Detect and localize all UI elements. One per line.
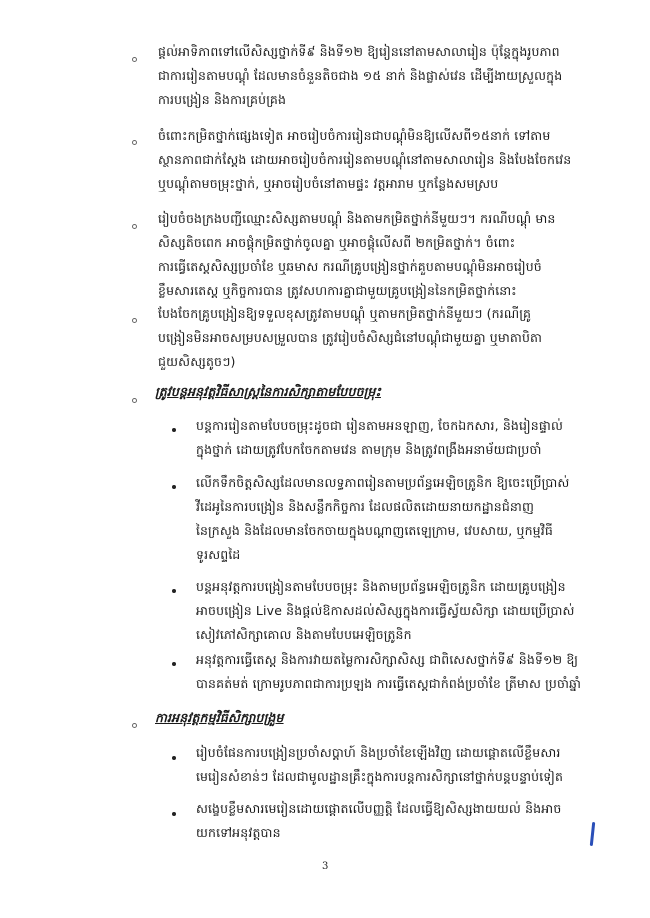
text-line: ក្នុងថ្នាក់ ដោយត្រូវបែកចែកតាមវេន តាមក្រុម និងត្រូវពង្រឹងអនាម័យជាប្រចាំ xyxy=(196,442,542,457)
text-line: ផ្តល់អាទិភាពទៅលើសិស្សថ្នាក់ទី៩ និងទី១២ ឱ្យរៀននៅតាមសាលារៀន ប៉ុន្តែក្នុងរូបភាព xyxy=(158,44,560,59)
bullet-icon xyxy=(172,589,176,593)
text-line: នៃក្រសួង និងដែលមានចែកចាយក្នុងបណ្តាញតេឡេក្រាម, វេបសាយ, ឬកម្មវិធី xyxy=(196,523,553,538)
text-line: ស្ថានភាពជាក់ស្តែង ដោយអាចរៀបចំការរៀនតាមបណ្តុំនៅតាមសាលារៀន និងបែងចែកវេន xyxy=(158,152,572,167)
text-line: ឬបណ្តុំតាមចម្រុះថ្នាក់, ឬអាចរៀបចំនៅតាមផ្ទះ វត្តអារាម ឬកន្លែងសមស្រប xyxy=(158,176,499,191)
circle-bullet-icon xyxy=(132,318,137,323)
circle-bullet-icon xyxy=(132,57,137,62)
heading-text: ត្រូវបន្តអនុវត្តវិធីសាស្ត្រនៃការសិក្សាតាមបែបចម្រុះ xyxy=(155,384,381,399)
page-number: 3 xyxy=(322,861,329,872)
bullet-icon xyxy=(172,428,176,432)
text-line: អនុវត្តការធ្វើតេស្ត និងការវាយតម្លៃការសិក្សាសិស្ស ជាពិសេសថ្នាក់ទី៩ និងទី១២ ឱ្យ xyxy=(196,652,579,667)
text-line: វីដេអូនៃការបង្រៀន និងសន្លឹកកិច្ចការ ដែលផលិតដោយនាយកដ្ឋានជំនាញ xyxy=(196,499,535,514)
heading-text: ការអនុវត្តកម្មវិធីសិក្សាបង្រួម xyxy=(155,710,284,725)
text-line: មេរៀនសំខាន់ៗ ដែលជាមូលដ្ឋានគ្រឹះក្នុងការបន្តការសិក្សានៅថ្នាក់បន្តបន្ទាប់ទៀត xyxy=(196,769,564,784)
text-line: បន្តអនុវត្តការបង្រៀនតាមបែបចម្រុះ និងតាមប្រព័ន្ធអេឡិចត្រូនិក ដោយគ្រូបង្រៀន xyxy=(196,579,566,594)
circle-bullet-icon xyxy=(132,723,137,728)
text-line: បែងចែកគ្រូបង្រៀនឱ្យទទួលខុសត្រូវតាមបណ្តុំ ឬតាមកម្រិតថ្នាក់នីមួយៗ (ករណីគ្រូ xyxy=(158,306,532,321)
text-line: លើកទឹកចិត្តសិស្សដែលមានលទ្ធភាពរៀនតាមប្រព័ន្ធអេឡិចត្រូនិក ឱ្យចេះប្រើប្រាស់ xyxy=(196,475,570,490)
text-line: បង្រៀនមិនអាចសម្របសម្រួលបាន ត្រូវរៀបចំសិស្សជំនៅបណ្តុំជាមួយគ្នា ឬមាតាបិតា xyxy=(158,330,543,345)
circle-bullet-icon xyxy=(132,140,137,145)
text-line: សៀវភៅសិក្សាគោល និងតាមបែបអេឡិចត្រូនិក xyxy=(196,627,412,642)
text-line: ជាការរៀនតាមបណ្តុំ ដែលមានចំនួនតិចជាង ១៥ នាក់ និងផ្លាស់វេន ដើម្បីងាយស្រួលក្នុង xyxy=(158,68,563,83)
pen-mark-icon xyxy=(590,822,595,846)
text-line: យកទៅអនុវត្តបាន xyxy=(196,825,281,840)
text-line: ការធ្វើតេស្តសិស្សប្រចាំខែ ឬឆមាស ករណីគ្រូបង្រៀនថ្នាក់គួបតាមបណ្តុំមិនអាចរៀបចំ xyxy=(158,259,542,274)
text-line: ការបង្រៀន និងការគ្រប់គ្រង xyxy=(158,92,287,107)
bullet-icon xyxy=(172,662,176,666)
bullet-icon xyxy=(172,756,176,760)
text-line: ជួយសិស្សតូចៗ) xyxy=(158,354,236,369)
text-line: សង្ខេបខ្លឹមសារមេរៀនដោយផ្តោតលើបញ្ញត្តិ ដែលធ្វើឱ្យសិស្សងាយយល់ និងអាច xyxy=(196,801,562,816)
circle-bullet-icon xyxy=(132,398,137,403)
text-line: ទូរសព្ទដៃ xyxy=(196,547,241,562)
text-line: សិស្សតិចពេក អាចផ្តុំកម្រិតថ្នាក់ចូលគ្នា ឬអាចផ្តុំលើសពី ២កម្រិតថ្នាក់។ ចំពោះ xyxy=(158,235,516,250)
text-line: ចំពោះកម្រិតថ្នាក់ផ្សេងទៀត អាចរៀបចំការរៀនជាបណ្តុំមិនឱ្យលើសពី១៥នាក់ ទៅតាម xyxy=(158,128,551,143)
circle-bullet-icon xyxy=(132,224,137,229)
text-line: បន្តការរៀនតាមបែបចម្រុះដូចជា រៀនតាមអនឡាញ, ចែកឯកសារ, និងរៀនផ្ទាល់ xyxy=(196,418,563,433)
text-line: អាចបង្រៀន Live និងផ្តល់ឱកាសដល់សិស្សក្នុងការធ្វើស្វ័យសិក្សា ដោយប្រើប្រាស់ xyxy=(196,603,575,618)
text-line: រៀបចំចងក្រងបញ្ជីឈ្មោះសិស្សតាមបណ្តុំ និងតាមកម្រិតថ្នាក់នីមួយៗ។ ករណីបណ្តុំ មាន xyxy=(158,211,556,226)
text-line: បានគត់មត់ ក្រោមរូបភាពជាការប្រឡង ការធ្វើតេស្តជាកំពង់ប្រចាំខែ ត្រីមាស ប្រចាំឆ្នាំ xyxy=(196,676,582,691)
bullet-icon xyxy=(172,485,176,489)
bullet-icon xyxy=(172,812,176,816)
text-line: រៀបចំផែនការបង្រៀនប្រចាំសប្តាហ៍ និងប្រចាំខែឡើងវិញ ដោយផ្តោតលើខ្លឹមសារ xyxy=(196,745,561,760)
text-line: ខ្លឹមសារតេស្ត ឬកិច្ចការបាន ត្រូវសហការគ្នាជាមួយគ្រូបង្រៀននៃកម្រិតថ្នាក់នោះ xyxy=(158,283,517,298)
